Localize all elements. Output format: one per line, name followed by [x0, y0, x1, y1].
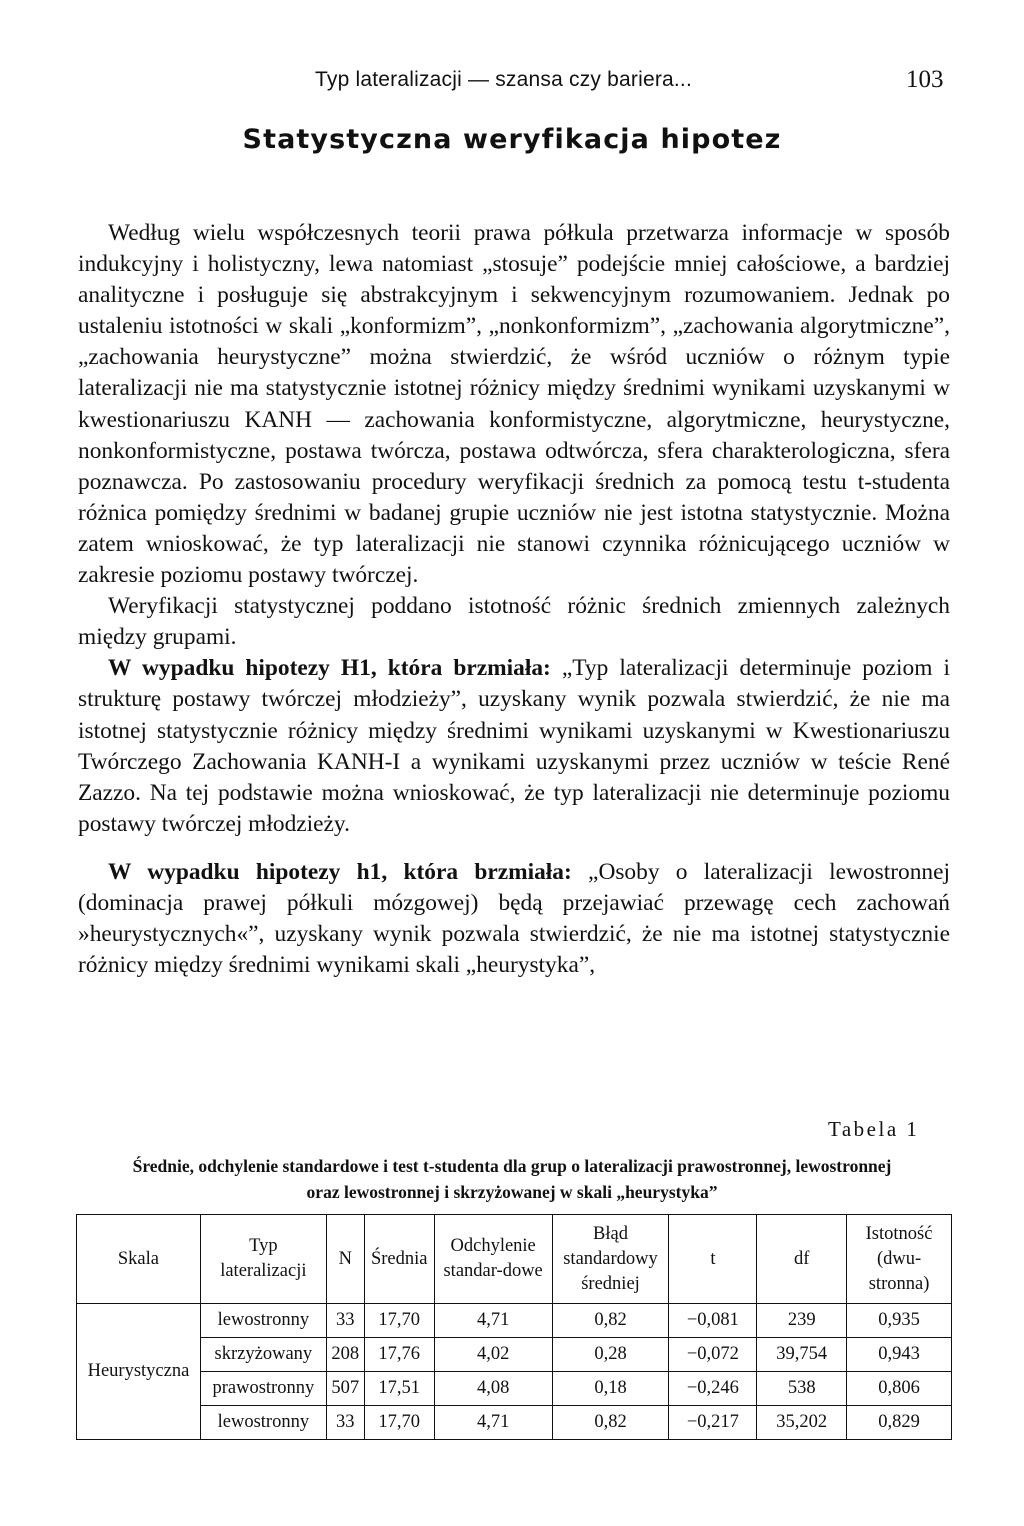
page-number: 103 — [906, 66, 944, 93]
cell-istotnosc: 0,935 — [847, 1304, 952, 1338]
paragraph-hypothesis-H1 — [78, 653, 950, 840]
hypothesis-h1-lead: W wypadku hipotezy h1, która brzmiała: — [108, 858, 572, 885]
cell-istotnosc: 0,829 — [847, 1406, 952, 1440]
header-istotnosc: Istotność (dwu-stronna) — [847, 1215, 952, 1304]
cell-srednia: 17,76 — [364, 1338, 434, 1372]
cell-t: −0,217 — [669, 1406, 757, 1440]
running-header — [0, 66, 1024, 96]
cell-t: −0,246 — [669, 1372, 757, 1406]
paragraph-hypothesis-h1 — [78, 857, 950, 981]
cell-typ: prawostronny — [200, 1372, 326, 1406]
cell-srednia: 17,51 — [364, 1372, 434, 1406]
header-typ-lateralizacji: Typ lateralizacji — [200, 1215, 326, 1304]
cell-n: 33 — [326, 1304, 364, 1338]
cell-blad: 0,18 — [552, 1372, 669, 1406]
hypothesis-h1-text: „Osoby o lateralizacji lewostronnej (dominacja prawej półkuli mózgowej) będą przejawiać przewagę cech zachowań »heurystycznych«”, uzyskany wynik pozwala stwierdzić, że nie ma istotnej statystycznie różnicy między średnimi wynikami skali „heurystyka”, — [78, 858, 950, 979]
cell-srednia: 17,70 — [364, 1304, 434, 1338]
header-odchylenie: Odchylenie standar-dowe — [434, 1215, 552, 1304]
cell-n: 33 — [326, 1406, 364, 1440]
cell-df: 239 — [757, 1304, 847, 1338]
cell-n: 507 — [326, 1372, 364, 1406]
cell-odchylenie: 4,02 — [434, 1338, 552, 1372]
cell-t: −0,072 — [669, 1338, 757, 1372]
table-row — [77, 1304, 952, 1338]
header-blad-standardowy: Błąd standardowy średniej — [552, 1215, 669, 1304]
cell-df: 35,202 — [757, 1406, 847, 1440]
cell-blad: 0,82 — [552, 1304, 669, 1338]
table-label: Tabela 1 — [828, 1117, 920, 1141]
cell-n: 208 — [326, 1338, 364, 1372]
table-row — [77, 1406, 952, 1440]
cell-typ: lewostronny — [200, 1304, 326, 1338]
cell-odchylenie: 4,71 — [434, 1406, 552, 1440]
running-title: Typ lateralizacji — szansa czy bariera... — [315, 68, 693, 91]
results-table — [76, 1214, 952, 1440]
header-df: df — [757, 1215, 847, 1304]
header-srednia: Średnia — [364, 1215, 434, 1304]
cell-odchylenie: 4,71 — [434, 1304, 552, 1338]
table-caption — [70, 1153, 954, 1205]
header-t: t — [669, 1215, 757, 1304]
cell-df: 39,754 — [757, 1338, 847, 1372]
cell-odchylenie: 4,08 — [434, 1372, 552, 1406]
hypothesis-H1-text: „Typ lateralizacji determinuje poziom i strukturę postawy twórczej młodzieży”, uzyskany wynik pozwala stwierdzić, że nie ma istotnej statystycznie różnicy między średnimi wynikami uzyskanymi w Kwestionariuszu Twórczego Zachowania KANH-I a wynikami uzyskanymi przez uczniów w teście René Zazzo. Na tej podstawie można wnioskować, że typ lateralizacji nie determinuje poziomu postawy twórczej młodzieży. — [78, 655, 950, 837]
table-row — [77, 1338, 952, 1372]
cell-t: −0,081 — [669, 1304, 757, 1338]
table-header-row — [77, 1215, 952, 1304]
hypothesis-H1-lead: W wypadku hipotezy H1, która brzmiała: — [108, 655, 551, 682]
cell-istotnosc: 0,806 — [847, 1372, 952, 1406]
header-skala: Skala — [77, 1215, 201, 1304]
table-caption-line-2: oraz lewostronnej i skrzyżowanej w skali „heurystyka” — [306, 1182, 718, 1202]
cell-df: 538 — [757, 1372, 847, 1406]
section-title: Statystyczna weryfikacja hipotez — [242, 124, 782, 155]
body-text — [78, 218, 950, 981]
cell-blad: 0,82 — [552, 1406, 669, 1440]
cell-blad: 0,28 — [552, 1338, 669, 1372]
scale-name-cell: Heurystyczna — [77, 1304, 201, 1440]
cell-istotnosc: 0,943 — [847, 1338, 952, 1372]
cell-typ: lewostronny — [200, 1406, 326, 1440]
paragraph-1: Według wielu współczesnych teorii prawa półkula przetwarza informacje w sposób indukcyjny i holistyczny, lewa natomiast „stosuje” podejście mniej całościowe, a bardziej analityczne i posługuje się abstrakcyjnym i sekwencyjnym rozumowaniem. Jednak po ustaleniu istotności w skali „konformizm”, „nonkonformizm”, „zachowania algorytmiczne”, „zachowania heurystyczne” można stwierdzić, że wśród uczniów o różnym typie lateralizacji nie ma statystycznie istotnej różnicy między średnimi wynikami uzyskanymi w kwestionariuszu KANH — zachowania konformistyczne, algorytmiczne, heurystyczne, nonkonformistyczne, postawa twórcza, postawa odtwórcza, sfera charakterologiczna, sfera poznawcza. Po zastosowaniu procedury weryfikacji średnich za pomocą testu t-studenta różnica pomiędzy średnimi w badanej grupie uczniów nie jest istotna statystycznie. Można zatem wnioskować, że typ lateralizacji nie stanowi czynnika różnicującego uczniów w zakresie poziomu postawy twórczej. — [78, 220, 950, 589]
table-row — [77, 1372, 952, 1406]
cell-srednia: 17,70 — [364, 1406, 434, 1440]
header-n: N — [326, 1215, 364, 1304]
table-caption-line-1: Średnie, odchylenie standardowe i test t-studenta dla grup o lateralizacji prawostronnej, lewostronnej — [132, 1156, 892, 1176]
cell-typ: skrzyżowany — [200, 1338, 326, 1372]
paragraph-2: Weryfikacji statystycznej poddano istotność różnic średnich zmiennych zależnych między grupami. — [78, 593, 950, 651]
